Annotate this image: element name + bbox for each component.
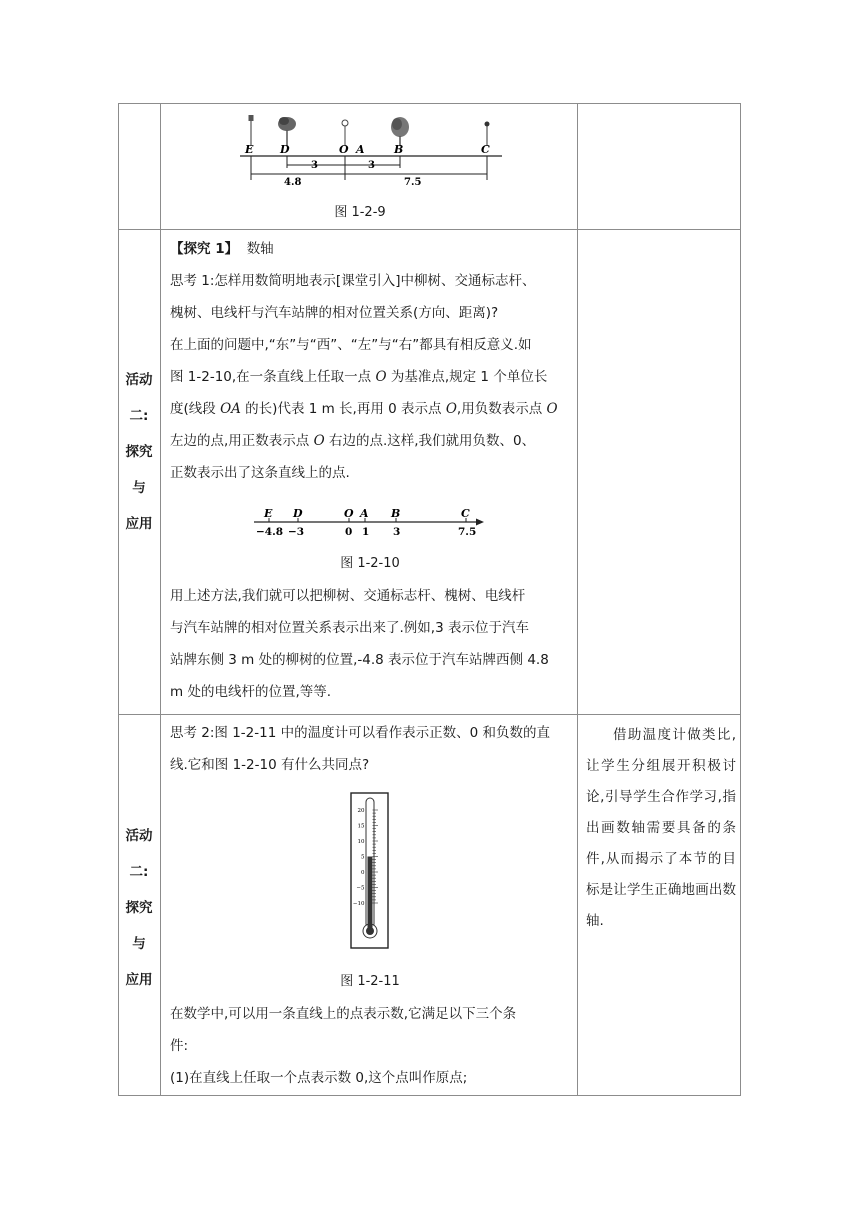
row2-after-3: 站牌东侧 3 m 处的柳树的位置,-4.8 表示位于汽车站牌西侧 4.8 [170,652,549,668]
thermometer-tick-label: −5 [356,885,365,892]
fig9-label-A: A [356,143,365,156]
thermometer-tick-label: −10 [352,901,365,908]
fig10-num-C: 7.5 [458,526,477,538]
column-divider-right [577,103,578,1096]
fig9-label-B: B [394,143,404,156]
row2-after-1: 用上述方法,我们就可以把柳树、交通标志杆、槐树、电线杆 [170,588,526,604]
row3-activity-label: 活动 二: 探究 与 应用 [125,828,153,988]
figure-1-2-11-thermometer [350,792,390,950]
thermometer-tick-label: 5 [361,854,365,861]
fig10-letter-C: C [461,507,470,520]
fig10-num-D: −3 [288,526,305,538]
row2-line-5: 度(线段 OA 的长)代表 1 m 长,再用 0 表示点 O,用负数表示点 O [170,401,558,417]
fig9-dist-OB: 3 [368,160,375,171]
row2-line-7: 正数表示出了这条直线上的点. [170,465,350,481]
fig10-num-E: −4.8 [256,526,284,538]
thermometer-tick-label: 0 [361,870,365,877]
caption-fig-1-2-9: 图 1-2-9 [334,205,386,220]
row2-after-4: m 处的电线杆的位置,等等. [170,684,332,700]
row2-activity-label: 活动 二: 探究 与 应用 [125,372,153,532]
row3-after-2: 件: [170,1038,189,1054]
fig10-num-B: 3 [393,526,401,538]
fig9-label-D: D [280,143,290,156]
fig9-label-C: C [481,143,490,156]
fig9-dist-OC: 7.5 [404,177,422,188]
fig10-letter-E: E [264,507,273,520]
row2-line-6: 左边的点,用正数表示点 O 右边的点.这样,我们就用负数、0、 [170,433,536,449]
row2-line-2: 槐树、电线杆与汽车站牌的相对位置关系(方向、距离)? [170,305,499,321]
row2-line-1: 思考 1:怎样用数简明地表示[课堂引入]中柳树、交通标志杆、 [170,273,536,289]
row3-after-3: (1)在直线上任取一个点表示数 0,这个点叫作原点; [170,1070,468,1086]
fig9-dist-EO: 4.8 [284,177,302,188]
fig10-letter-O: O [344,507,354,520]
row3-after-1: 在数学中,可以用一条直线上的点表示数,它满足以下三个条 [170,1006,517,1022]
fig10-num-A: 1 [362,526,370,538]
thermometer-tick-label: 15 [357,823,365,830]
thermometer-tick-label: 20 [357,808,365,815]
thermometer-tick-label: 10 [357,839,365,846]
fig9-label-E: E [245,143,254,156]
row3-line-2: 线.它和图 1-2-10 有什么共同点? [170,757,370,773]
row-divider-1 [118,229,741,230]
thermometer-liquid [368,857,373,931]
teaching-note: 借助温度计做类比,让学生分组展开积极讨论,引导学生合作学习,指出画数轴需要具备的条件,从而揭示了本节的目标是让学生正确地画出数轴. [586,727,736,929]
fig9-dist-DO: 3 [311,160,318,171]
caption-fig-1-2-11: 图 1-2-11 [340,974,400,989]
caption-fig-1-2-10: 图 1-2-10 [340,556,400,571]
fig10-letter-A: A [360,507,369,520]
column-divider-left [160,103,161,1096]
row2-line-3: 在上面的问题中,“东”与“西”、“左”与“右”都具有相反意义.如 [170,337,532,353]
fig10-letter-D: D [293,507,303,520]
figure-1-2-10 [250,503,490,541]
row2-line-4: 图 1-2-10,在一条直线上任取一点 O 为基准点,规定 1 个单位长 [170,369,548,385]
figure-1-2-9 [232,112,512,188]
fig9-label-O: O [339,143,349,156]
explore1-heading: 【探究 1】 数轴 [170,241,274,257]
row2-after-2: 与汽车站牌的相对位置关系表示出来了.例如,3 表示位于汽车 [170,620,529,636]
fig10-num-O: 0 [345,526,353,538]
row-divider-2 [118,714,741,715]
fig10-letter-B: B [391,507,401,520]
row3-line-1: 思考 2:图 1-2-11 中的温度计可以看作表示正数、0 和负数的直 [170,725,550,741]
